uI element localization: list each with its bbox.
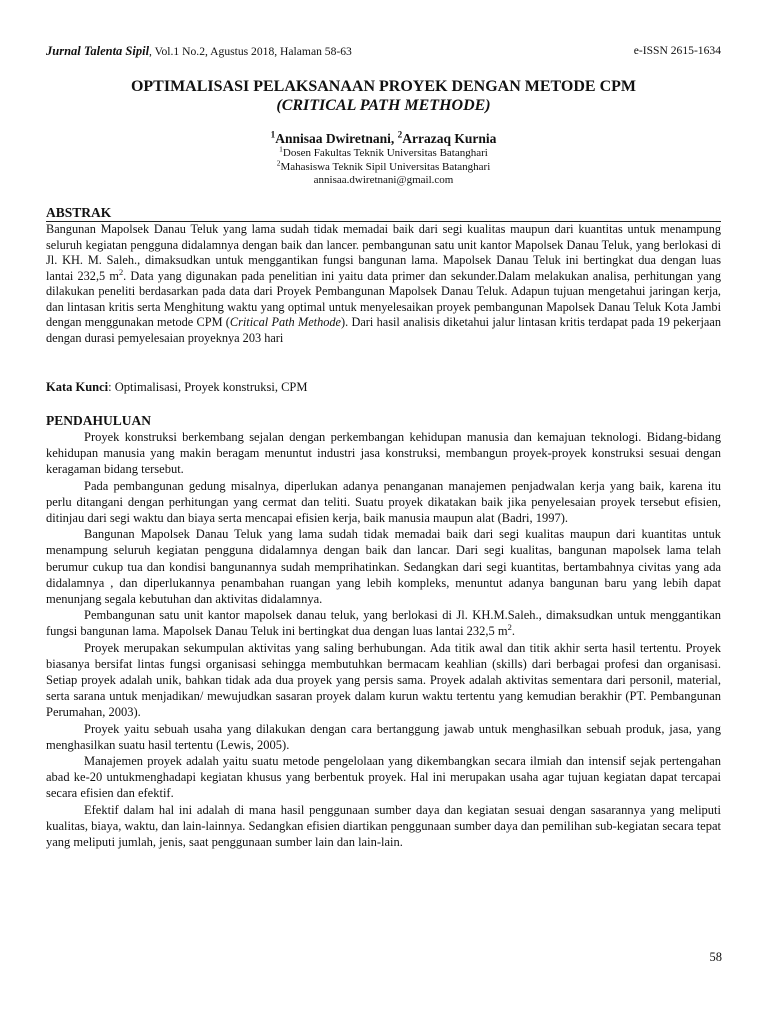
authors-block xyxy=(46,130,721,188)
intro-paragraph-8: Efektif dalam hal ini adalah di mana hasil penggunaan sumber daya dan kegiatan sesuai dengan sasarannya yang meliputi kualitas, biaya, waktu, dan lain-lainnya. Sedangkan efisien diartikan penggunaan sumber daya dan pemilihan sub-kegiatan secara tepat yang meliputi jumlah, jenis, saat penggunaan sumber lain dan lain-lain. xyxy=(46,802,721,850)
author-email: annisaa.dwiretnani@gmail.com xyxy=(313,174,454,186)
abstract-sup: 2 xyxy=(118,267,124,277)
author2-name: Arrazaq Kurnia xyxy=(402,131,497,146)
abstract-italic: Critical Path Methode xyxy=(229,315,341,329)
paper-title: OPTIMALISASI PELAKSANAAN PROYEK DENGAN METODE CPM xyxy=(130,78,637,95)
affiliation-2-text: Mahasiswa Teknik Sipil Universitas Batanghari xyxy=(280,160,491,173)
journal-name: Jurnal Talenta Sipil xyxy=(46,44,150,58)
author2-sup: 2 xyxy=(397,129,403,140)
author1-name: Annisaa Dwiretnani, xyxy=(275,131,398,146)
keywords xyxy=(46,379,721,395)
paper-subtitle: (CRITICAL PATH METHODE) xyxy=(276,97,491,114)
intro-paragraph-1: Proyek konstruksi berkembang sejalan dengan perkembangan kehidupan manusia dan kemajuan teknologi. Bidang-bidang kehidupan manusia yang makin beragam menuntut industri jasa konstruksi, membangun proyek-proyek konstruksi sesuai dengan keragaman bidang tersebut. xyxy=(46,430,721,477)
intro-paragraph-6: Proyek yaitu sebuah usaha yang dilakukan dengan cara bertanggung jawab untuk menghasilkan sebuah produk, jasa, yang menghasilkan suatu hasil tertentu (Lewis, 2005). xyxy=(46,721,721,752)
affiliation-1-text: Dosen Fakultas Teknik Universitas Batanghari xyxy=(282,147,488,159)
abstract-part1: Bangunan Mapolsek Danau Teluk yang lama sudah tidak memadai baik dari segi kualitas maupun dari kuantitas untuk menampung seluruh kegiatan pengguna didalamnya dengan baik dan lancer. pembangunan satu unit kantor Mapolsek Danau Teluk, yang berlokasi di Jl. KH. M. Saleh., dimaksudkan untuk menggantikan fungsi bangunan lama. Mapolsek Danau Teluk ini bertingkat dua dengan luas lantai 232,5 m xyxy=(46,222,721,283)
abstract-text xyxy=(46,222,721,346)
intro-paragraph-3: Bangunan Mapolsek Danau Teluk yang lama sudah tidak memadai baik dari segi kualitas maupun dari kuantitas untuk menampung seluruh kegiatan pengguna didalamnya dengan baik dan lancar. Dari segi kualitas, bangunan mapolsek lama telah berumur cukup tua dan kondisi bangunannya sudah memprihatinkan. Sedangkan dari segi kuantitas, bertambahnya civitas yang ada didalamnya , dan diperlukannya penambahan ruangan yang lebih kompleks, menuntut adanya bangunan baru yang lebih dapat menunjang segala kebutuhan dan aktivitas didalamnya. xyxy=(46,527,721,607)
running-header xyxy=(46,44,721,59)
affiliation-1 xyxy=(46,144,721,161)
eissn: e-ISSN 2615-1634 xyxy=(633,44,721,57)
author1-sup: 1 xyxy=(270,129,276,140)
abstract-heading: ABSTRAK xyxy=(46,205,112,220)
intro-paragraph-7: Manajemen proyek adalah yaitu suatu metode pengelolaan yang dikembangkan secara ilmiah dan intensif sejak pertengahan abad ke-20 untukmenghadapi kegiatan khusus yang berbentuk proyek. Hal ini merupakan usaha agar tujuan kegiatan dapat tercapai secara efisien dan efektif. xyxy=(46,754,721,801)
intro-body xyxy=(46,429,721,850)
keywords-label: Kata Kunci xyxy=(46,380,109,394)
intro-paragraph-4 xyxy=(46,607,721,639)
intro-paragraph-4-end: . xyxy=(511,624,516,639)
intro-paragraph-4-sup: 2 xyxy=(507,622,512,633)
intro-paragraph-2: Pada pembangunan gedung misalnya, diperlukan adanya penanganan manajemen penjadwalan kerja yang baik, karena itu perlu ditangani dengan perhitungan yang cermat dan teliti. Suatu proyek dikatakan baik jika penyelesaian proyek tersebut efisien, ditinjau dari segi waktu dan biaya serta mencapai efisien kerja, baik manusia maupun alat (Badri, 1997). xyxy=(46,478,721,526)
intro-paragraph-5: Proyek merupakan sekumpulan aktivitas yang saling berhubungan. Ada titik awal dan titik akhir serta hasil tertentu. Proyek biasanya bersifat lintas fungsi organisasi sehingga membutuhkan bermacam keahlian (skills) dari berbagai profesi dan organisasi. Setiap proyek adalah unik, bahkan tidak ada dua proyek yang persis sama. Proyek adalah aktivitas sementara dari personil, material, serta sarana untuk menjadikan/ mewujudkan sasaran proyek dalam kurun waktu tertentu yang kemudian berakhir (PT. Pembangunan Perumahan, 2003). xyxy=(46,640,721,720)
journal-citation xyxy=(46,44,352,59)
abstract-part3: ). Dari hasil analisis diketahui jalur lintasan kritis terdapat pada 19 pekerjaan dengan durasi pemyelesaian proyeknya 203 hari xyxy=(46,315,721,345)
author-names xyxy=(46,130,721,147)
affiliation-1-sup: 1 xyxy=(279,144,283,154)
affiliation-2-sup: 2 xyxy=(276,157,281,167)
title-block xyxy=(46,77,721,115)
intro-paragraph-4-text: Pembangunan satu unit kantor mapolsek danau teluk, yang berlokasi di Jl. KH.M.Saleh., dimaksudkan untuk menggantikan fungsi bangunan lama. Mapolsek Danau Teluk ini bertingkat dua dengan luas lantai 232,5 m xyxy=(46,608,721,639)
keywords-text: : Optimalisasi, Proyek konstruksi, CPM xyxy=(108,380,308,394)
affiliation-2 xyxy=(46,157,721,175)
page-number: 58 xyxy=(709,950,722,964)
abstract-part2: . Data yang digunakan pada penelitian ini yaitu data primer dan sekunder.Dalam melakukan analisa, perhitungan yang dilakukan peneliti berdasarkan pada data dari Proyek Pembangunan Mapolsek Danau Teluk. Adapun tujuan mengetahui jaringan kerja, dan lintasan kritis serta Menghitung waktu yang optimal untuk menyelesaikan proyek pembangunan Mapolsek Danau Teluk Kota Jambi dengan menggunakan metode CPM ( xyxy=(46,268,722,329)
intro-heading: PENDAHULUAN xyxy=(46,413,152,428)
journal-issue: , Vol.1 No.2, Agustus 2018, Halaman 58-63 xyxy=(149,45,352,58)
